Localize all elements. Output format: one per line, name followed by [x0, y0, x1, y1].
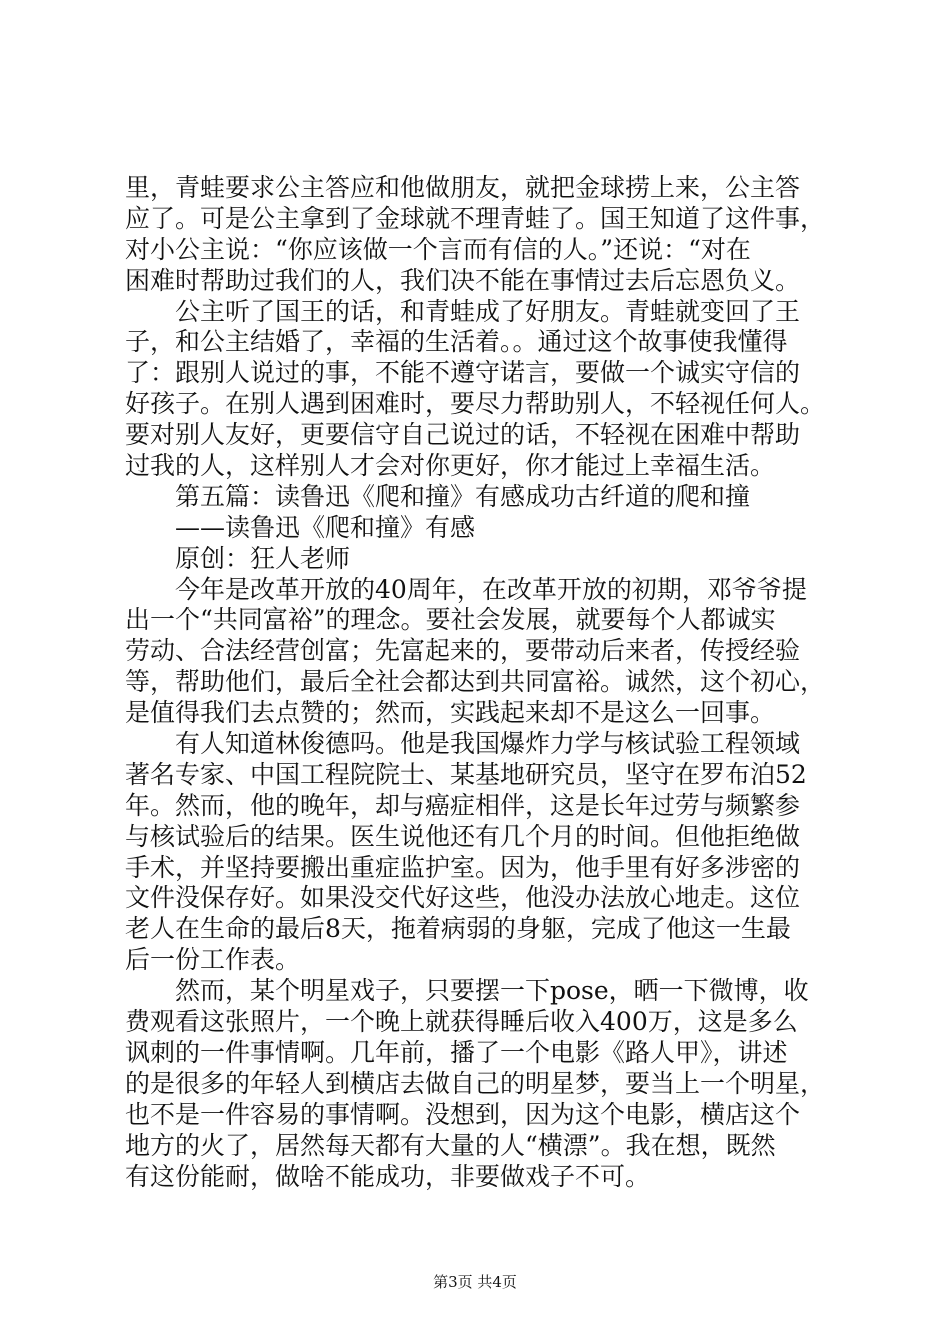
text-line: 的是很多的年轻人到横店去做自己的明星梦，要当上一个明星， [125, 1068, 826, 1098]
text-line: 也不是一件容易的事情啊。没想到，因为这个电影，横店这个 [125, 1099, 801, 1129]
text-line: 费观看这张照片，一个晚上就获得睡后收入400万，这是多么 [125, 1007, 798, 1037]
text-line: 著名专家、中国工程院院士、某基地研究员，坚守在罗布泊52 [125, 759, 807, 789]
text-line: 年。然而，他的晚年，却与癌症相伴，这是长年过劳与频繁参 [125, 790, 801, 820]
text-line: 第五篇：读鲁迅《爬和撞》有感成功古纤道的爬和撞 [175, 481, 751, 511]
text-line: 困难时帮助过我们的人，我们决不能在事情过去后忘恩负义。 [125, 265, 801, 295]
text-line: 了：跟别人说过的事，不能不遵守诺言，要做一个诚实守信的 [125, 358, 801, 388]
text-line: 讽刺的一件事情啊。几年前，播了一个电影《路人甲》，讲述 [125, 1037, 788, 1067]
document-body [125, 173, 837, 1192]
text-line: 过我的人，这样别人才会对你更好，你才能过上幸福生活。 [125, 451, 776, 481]
text-line: 今年是改革开放的40周年，在改革开放的初期，邓爷爷提 [175, 574, 807, 604]
text-line: 原创：狂人老师 [175, 543, 351, 573]
text-line: 手术，并坚持要搬出重症监护室。因为，他手里有好多涉密的 [125, 852, 801, 882]
text-line: 里，青蛙要求公主答应和他做朋友，就把金球捞上来，公主答 [125, 173, 801, 202]
text-line: 有人知道林俊德吗。他是我国爆炸力学与核试验工程领域 [175, 729, 801, 759]
text-line: 好孩子。在别人遇到困难时，要尽力帮助别人，不轻视任何人。 [125, 389, 826, 419]
text-line: 后一份工作表。 [125, 945, 301, 975]
text-line: 对小公主说：“你应该做一个言而有信的人。”还说：“对在 [125, 234, 751, 264]
text-line: 有这份能耐，做啥不能成功，非要做戏子不可。 [125, 1161, 651, 1191]
text-line: 与核试验后的结果。医生说他还有几个月的时间。但他拒绝做 [125, 821, 801, 851]
text-line: 等，帮助他们，最后全社会都达到共同富裕。诚然，这个初心， [125, 667, 826, 697]
text-line: 要对别人友好，更要信守自己说过的话，不轻视在困难中帮助 [125, 420, 801, 450]
page-number-label: 第3页 共4页 [433, 1273, 517, 1291]
text-line: 出一个“共同富裕”的理念。要社会发展，就要每个人都诚实 [125, 605, 776, 635]
page-footer [0, 1272, 950, 1292]
text-line: 应了。可是公主拿到了金球就不理青蛙了。国王知道了这件事， [125, 203, 826, 233]
text-line: 然而，某个明星戏子，只要摆一下pose，晒一下微博，收 [175, 976, 809, 1006]
text-line: 文件没保存好。如果没交代好这些，他没办法放心地走。这位 [125, 883, 801, 913]
text-line: 公主听了国王的话，和青蛙成了好朋友。青蛙就变回了王 [175, 296, 801, 326]
text-line: 是值得我们去点赞的；然而，实践起来却不是这么一回事。 [125, 698, 776, 728]
text-line: 子，和公主结婚了，幸福的生活着。。通过这个故事使我懂得 [125, 327, 788, 357]
text-line: 劳动、合法经营创富；先富起来的，要带动后来者，传授经验 [125, 636, 801, 666]
text-line: ——读鲁迅《爬和撞》有感 [175, 512, 476, 542]
text-line: 地方的火了，居然每天都有大量的人“横漂”。我在想，既然 [125, 1130, 776, 1160]
text-line: 老人在生命的最后8天，拖着病弱的身躯，完成了他这一生最 [125, 914, 791, 944]
